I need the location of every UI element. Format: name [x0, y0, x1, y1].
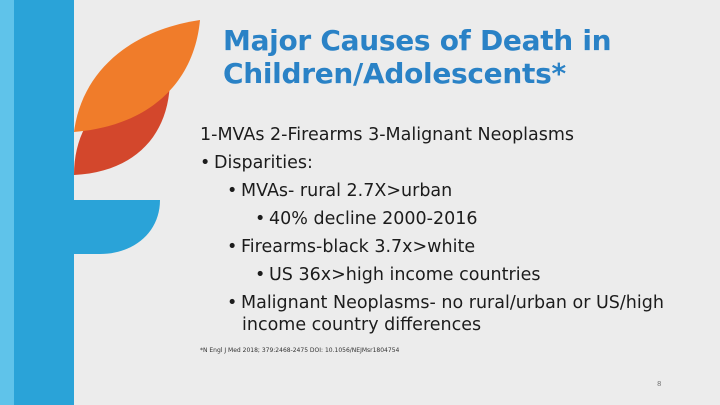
causes-ranking-line: 1-MVAs 2-Firearms 3-Malignant Neoplasms — [200, 125, 575, 145]
bullet-disparities — [200, 149, 710, 177]
page-number: 8 — [657, 380, 662, 388]
bullet-firearms-sub-text: US 36x>high income countries — [269, 265, 541, 285]
bullet-disparities-text: Disparities: — [214, 153, 313, 173]
bullet-mvas-text: MVAs- rural 2.7X>urban — [241, 181, 453, 201]
bullet-mvas — [200, 177, 710, 205]
title-line-2: Children/Adolescents* — [223, 57, 566, 90]
bullet-mvas-sub — [200, 205, 710, 233]
citation-footnote: *N Engl J Med 2018; 379:2468-2475 DOI: 10.1056/NEJMsr1804754 — [200, 347, 400, 354]
bullet-glyph: • — [200, 153, 211, 173]
slide-title — [223, 24, 693, 90]
bullet-glyph: • — [255, 209, 266, 229]
slide-body — [200, 121, 710, 336]
light-blue-left-strip — [0, 0, 14, 405]
bullet-glyph: • — [227, 237, 238, 257]
bullet-neoplasms — [200, 289, 710, 317]
bullet-firearms-text: Firearms-black 3.7x>white — [241, 237, 476, 257]
bullet-firearms — [200, 233, 710, 261]
title-line-1: Major Causes of Death in — [223, 24, 612, 57]
bullet-glyph: • — [227, 293, 238, 313]
bullet-glyph: • — [255, 265, 266, 285]
bullet-firearms-sub — [200, 261, 710, 289]
blue-horizontal-block — [74, 200, 160, 254]
bullet-neoplasms-continuation: income country differences — [242, 315, 482, 335]
bullet-glyph: • — [227, 181, 238, 201]
bullet-mvas-sub-text: 40% decline 2000-2016 — [269, 209, 478, 229]
bullet-neoplasms-text: Malignant Neoplasms- no rural/urban or US/high — [241, 293, 664, 313]
